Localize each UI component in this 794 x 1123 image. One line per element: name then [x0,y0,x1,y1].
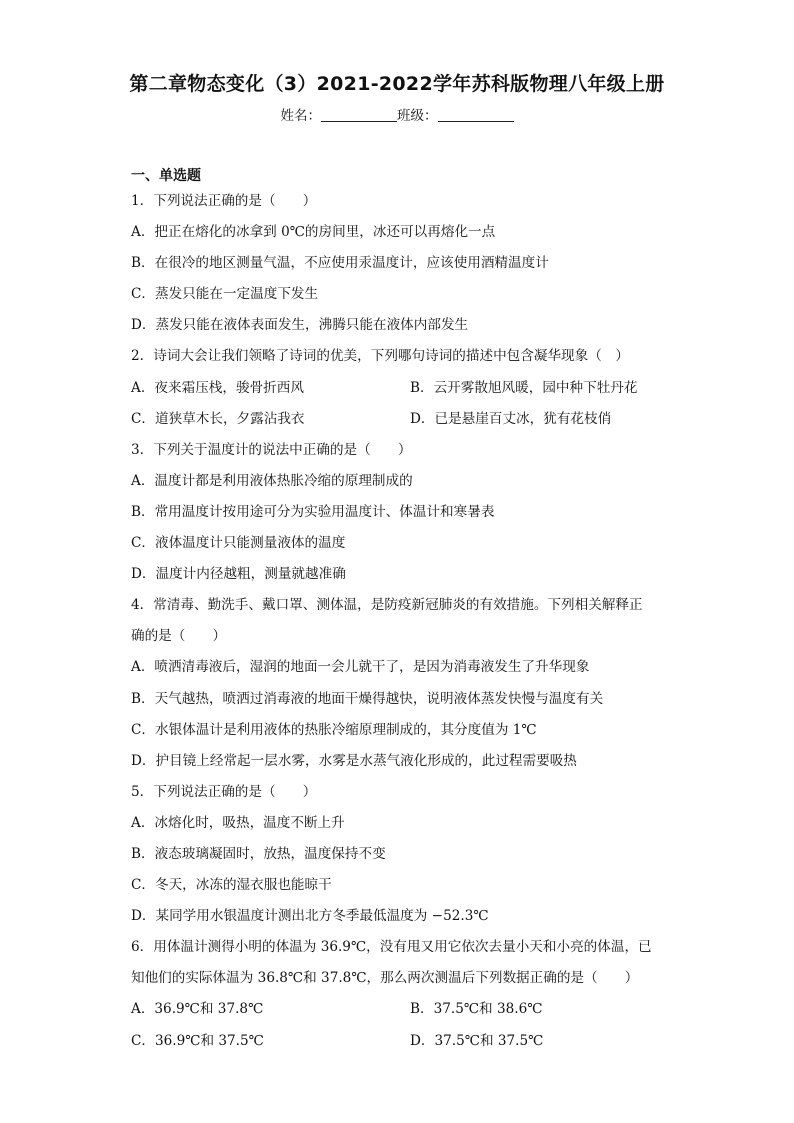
question-option: C．水银体温计是利用液体的热胀冷缩原理制成的，其分度值为 1℃ [131,721,537,738]
student-info-line [0,104,794,124]
question-stem: 4．常清毒、勤洗手、戴口罩、测体温，是防疫新冠肺炎的有效措施。下列相关解释正 [131,597,643,614]
question-option: B．天气越热，喷洒过消毒液的地面干燥得越快，说明液体蒸发快慢与温度有关 [131,690,604,707]
class-blank [438,109,514,122]
question-option: B．在很冷的地区测量气温，不应使用汞温度计，应该使用酒精温度计 [131,255,549,272]
question-stem: 2．诗词大会让我们领略了诗词的优美，下列哪句诗词的描述中包含凝华现象（ ） [131,348,630,365]
question-stem: 1．下列说法正确的是（ ） [131,193,317,209]
option-row [131,997,671,1028]
question-option: C．冬天，冰冻的湿衣服也能晾干 [131,877,332,894]
option-row [131,1029,671,1060]
option-row [131,407,671,438]
question-option: D．蒸发只能在液体表面发生，沸腾只能在液体内部发生 [131,317,469,334]
question-option: C．蒸发只能在一定温度下发生 [131,286,319,303]
question-option: C．道狭草木长，夕露沾我衣 [131,410,305,427]
class-label: 班级： [397,108,438,124]
page-title: 第二章物态变化（3）2021-2022学年苏科版物理八年级上册 [129,73,665,95]
question-option: A．把正在熔化的冰拿到 0℃的房间里，冰还可以再熔化一点 [131,224,496,241]
section-title: 一、单选题 [131,168,201,184]
question-option: D．护目镜上经常起一层水雾，水雾是水蒸气液化形成的，此过程需要吸热 [131,752,577,769]
question-option: B．液态玻璃凝固时，放热，温度保持不变 [131,845,386,862]
question-option: A．喷洒清毒液后，湿润的地面一会儿就干了，是因为消毒液发生了升华现象 [131,659,590,676]
question-option: B．常用温度计按用途可分为实验用温度计、体温计和寒暑表 [131,503,495,520]
question-option: A．冰熔化时，吸热，温度不断上升 [131,814,345,831]
question-option: D．37.5℃和 37.5℃ [410,1032,544,1049]
question-option: D．温度计内径越粗，测量就越准确 [131,566,346,583]
question-option: A．36.9℃和 37.8℃ [131,1001,264,1018]
question-stem: 5．下列说法正确的是（ ） [131,783,317,800]
question-option: D．某同学用水银温度计测出北方冬季最低温度为 −52.3℃ [131,908,489,925]
name-label: 姓名： [280,108,321,124]
question-option: B．37.5℃和 38.6℃ [410,1001,543,1018]
question-stem-continued: 知他们的实际体温为 36.8℃和 37.8℃，那么两次测温后下列数据正确的是（ ） [131,970,639,987]
name-blank [321,109,397,122]
question-option: C．液体温度计只能测量液体的温度 [131,535,346,552]
question-option: A．夜来霜压栈，骏骨折西风 [131,379,304,396]
question-list [131,189,671,1060]
question-stem: 3．下列关于温度计的说法中正确的是（ ） [131,441,412,458]
question-stem: 6．用体温计测得小明的体温为 36.9℃，没有甩又用它依次去量小天和小亮的体温，已 [131,939,652,956]
question-option: B．云开雾散旭风暖，园中种下牡丹花 [410,379,638,396]
question-option: C．36.9℃和 37.5℃ [131,1032,264,1049]
question-stem-continued: 确的是（ ） [131,628,227,645]
question-option: A．温度计都是利用液体热胀冷缩的原理制成的 [131,472,413,489]
option-row [131,376,671,407]
question-option: D．已是悬崖百丈冰，犹有花枝俏 [410,410,612,427]
